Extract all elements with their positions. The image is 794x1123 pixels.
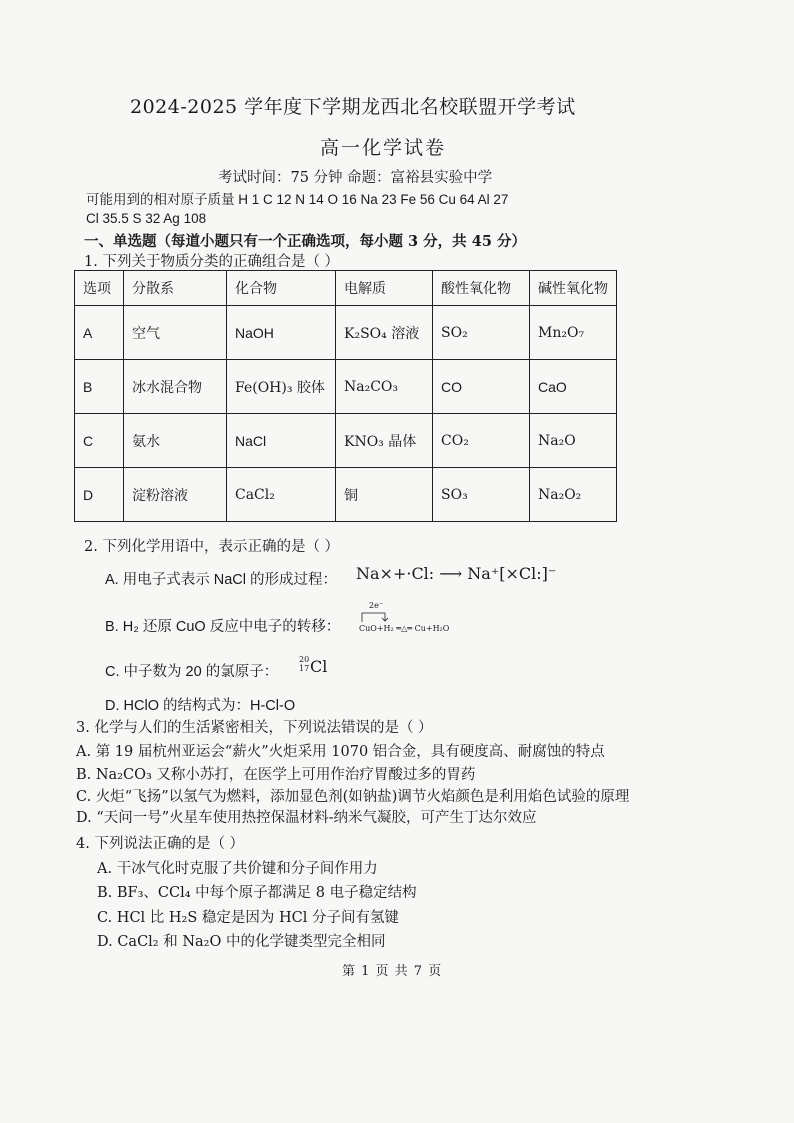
table-cell: CaO — [530, 360, 617, 414]
q4-option-a: A. 干冰气化时克服了共价键和分子间作用力 — [97, 861, 378, 877]
exam-title: 2024-2025 学年度下学期龙西北名校联盟开学考试 — [130, 96, 576, 118]
q2-option-b: B. H₂ 还原 CuO 反应中电子的转移： — [105, 619, 341, 635]
table-cell: D — [75, 468, 124, 522]
table-row — [75, 468, 617, 522]
table-cell: 氨水 — [124, 414, 227, 468]
page-title: 高一化学试卷 — [320, 137, 447, 159]
table-header: 酸性氧化物 — [433, 271, 530, 306]
q4-option-b: B. BF₃、CCl₄ 中每个原子都满足 8 电子稳定结构 — [97, 885, 417, 901]
table-cell: B — [75, 360, 124, 414]
electron-transfer-arrow-icon — [359, 609, 389, 623]
table-cell: NaOH — [227, 306, 336, 360]
q4-option-c: C. HCl 比 H₂S 稳定是因为 HCl 分子间有氢键 — [97, 910, 399, 926]
atomic-mass-line-1: 可能用到的相对原子质量 H 1 C 12 N 14 O 16 Na 23 Fe 56 Cu 64 Al 27 — [86, 192, 509, 207]
table-header: 选项 — [75, 271, 124, 306]
table-cell: Fe(OH)₃ 胶体 — [227, 360, 336, 414]
q2-option-b-equation: CuO+H₂ ═△═ Cu+H₂O — [359, 624, 450, 633]
table-cell: Na₂CO₃ — [336, 360, 433, 414]
section-heading: 一、单选题（每道小题只有一个正确选项，每小题 3 分，共 45 分） — [84, 233, 526, 250]
table-cell: K₂SO₄ 溶液 — [336, 306, 433, 360]
q2-option-b-electrons: 2e⁻ — [369, 601, 384, 610]
table-cell: SO₂ — [433, 306, 530, 360]
table-cell: Na₂O — [530, 414, 617, 468]
q2-option-c-symbol: Cl — [310, 657, 328, 676]
table-header: 电解质 — [336, 271, 433, 306]
table-cell: SO₃ — [433, 468, 530, 522]
table-header: 化合物 — [227, 271, 336, 306]
table-cell: 淀粉溶液 — [124, 468, 227, 522]
table-row — [75, 306, 617, 360]
table-row — [75, 414, 617, 468]
atomic-number: 17 — [299, 664, 310, 673]
table-cell: 铜 — [336, 468, 433, 522]
q4-option-d: D. CaCl₂ 和 Na₂O 中的化学键类型完全相同 — [97, 934, 386, 950]
table-cell: CO₂ — [433, 414, 530, 468]
q2-option-c-nuclide — [299, 655, 309, 673]
q3-option-c: C. 火炬“飞扬”以氢气为燃料，添加显色剂(如钠盐)调节火焰颜色是利用焰色试验的原理 — [76, 789, 630, 805]
table-cell: KNO₃ 晶体 — [336, 414, 433, 468]
q4-stem: 4. 下列说法正确的是（ ） — [76, 836, 245, 852]
q3-option-a: A. 第 19 届杭州亚运会“薪火”火炬采用 1070 铝合金，具有硬度高、耐腐蚀的特点 — [76, 744, 605, 760]
table-cell: Na₂O₂ — [530, 468, 617, 522]
page-number: 第 1 页 共 7 页 — [342, 964, 443, 979]
q2-option-a-formula: Na×+·Cl: ⟶ Na⁺[×Cl:]⁻ — [356, 564, 557, 583]
table-cell: C — [75, 414, 124, 468]
mass-number: 20 — [299, 655, 310, 664]
q2-option-d: D. HClO 的结构式为：H-Cl-O — [105, 698, 296, 714]
q3-option-b: B. Na₂CO₃ 又称小苏打，在医学上可用作治疗胃酸过多的胃药 — [76, 767, 476, 783]
q3-option-d: D. “天问一号”火星车使用热控保温材料-纳米气凝胶，可产生丁达尔效应 — [76, 810, 537, 826]
q2-option-c: C. 中子数为 20 的氯原子： — [105, 664, 279, 680]
table-cell: CO — [433, 360, 530, 414]
table-cell: Mn₂O₇ — [530, 306, 617, 360]
atomic-mass-line-2: Cl 35.5 S 32 Ag 108 — [86, 211, 207, 226]
table-cell: NaCl — [227, 414, 336, 468]
q3-stem: 3. 化学与人们的生活紧密相关，下列说法错误的是（ ） — [76, 720, 433, 736]
q2-stem: 2. 下列化学用语中，表示正确的是（ ） — [84, 539, 340, 555]
table-cell: 空气 — [124, 306, 227, 360]
table-cell: CaCl₂ — [227, 468, 336, 522]
table-cell: A — [75, 306, 124, 360]
table-cell: 冰水混合物 — [124, 360, 227, 414]
table-header-row — [75, 271, 617, 306]
classification-table — [74, 270, 617, 522]
q1-stem: 1. 下列关于物质分类的正确组合是（ ） — [84, 254, 340, 270]
q2-option-a: A. 用电子式表示 NaCl 的形成过程： — [105, 572, 338, 588]
table-header: 分散系 — [124, 271, 227, 306]
table-row — [75, 360, 617, 414]
exam-info: 考试时间：75 分钟 命题：富裕县实验中学 — [218, 170, 493, 186]
table-header: 碱性氧化物 — [530, 271, 617, 306]
